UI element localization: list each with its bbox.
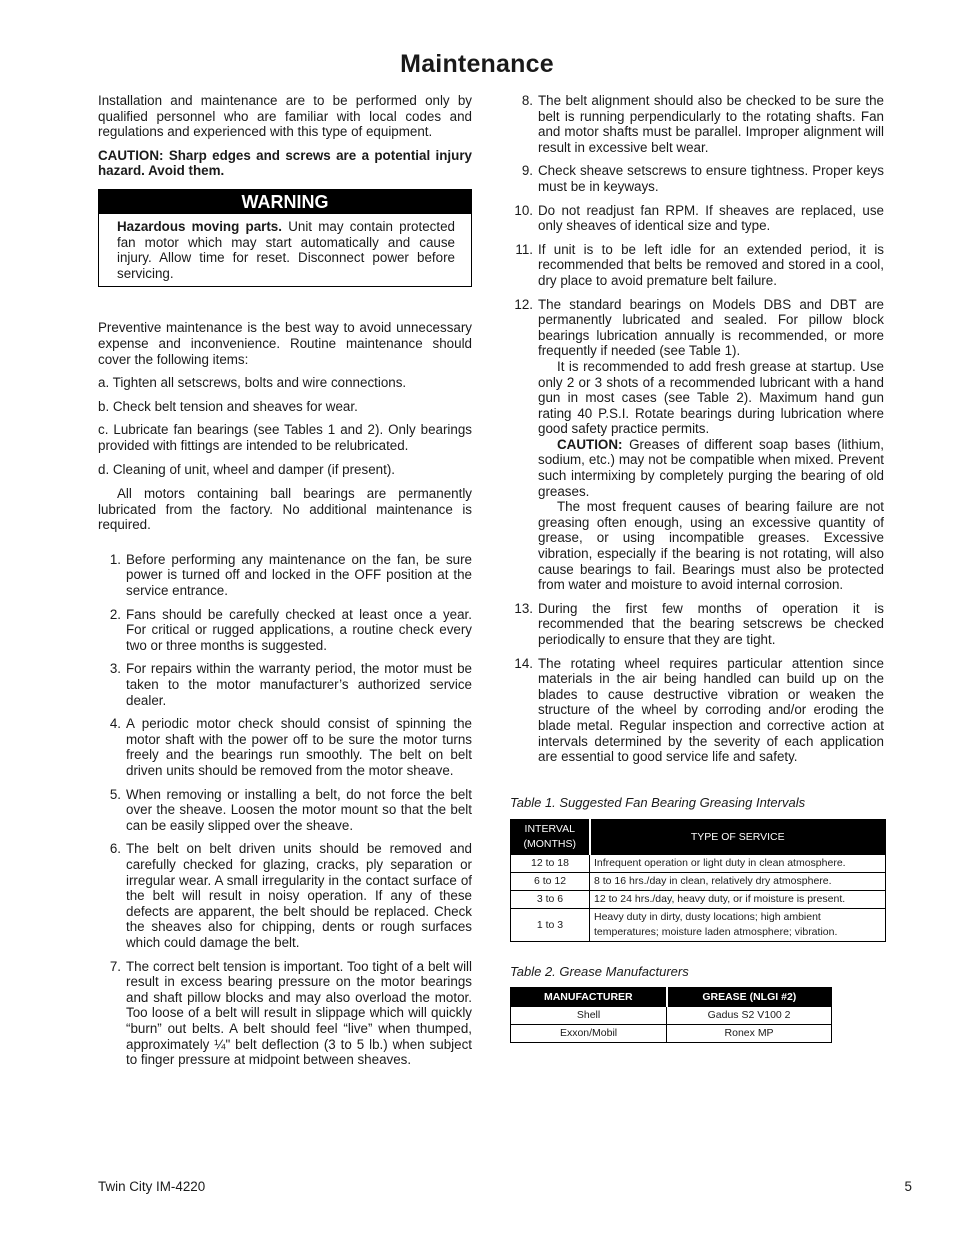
routine-item-a: a. Tighten all setscrews, bolts and wire connections. xyxy=(98,375,407,391)
table-cell: 12 to 24 hrs./day, heavy duty, or if moisture is present. xyxy=(590,891,886,909)
item-text: Fans should be carefully checked at least once a year. For critical or rugged applications, a routine check every two or three months is suggested. xyxy=(126,606,472,653)
routine-item-d: d. Cleaning of unit, wheel and damper (if present). xyxy=(98,461,395,477)
item-text: Do not readjust fan RPM. If sheaves are replaced, use only sheaves of identical size and type. xyxy=(538,202,884,234)
item-number: 10. xyxy=(514,202,533,218)
list-item xyxy=(510,656,884,765)
item-text: Check sheave setscrews to ensure tightness. Proper keys must be in keyways. xyxy=(538,163,884,194)
table-cell: Exxon/Mobil xyxy=(511,1024,667,1042)
motors-paragraph: All motors containing ball bearings are permanently lubricated from the factory. No additional maintenance is required. xyxy=(98,486,472,533)
caution-text: Greases of different soap bases (lithium, sodium, etc.) may not be compatible when mixed. Prevent such intermixing by completely purging the bearing of old greases. xyxy=(538,436,884,499)
item-text: When removing or installing a belt, do not force the belt over the sheave. Loosen the motor mount so that the belt can be easily slipped over the sheave. xyxy=(126,786,472,833)
table-header: MANUFACTURER xyxy=(511,987,667,1006)
item-text: The correct belt tension is important. Too tight of a belt will result in excess bearing pressure on the motor bearings and shaft pillow blocks and may also overload the motor. Too loose of a belt will result in slippage which will quickly “burn” out belts. A belt should feel “live” when thumped, approximately ¼" belt deflection (3 to 5 lb.) when subject to finger pressure at midpoint between sheaves. xyxy=(126,958,472,1068)
item-number: 2. xyxy=(109,606,121,622)
list-item xyxy=(510,163,884,194)
table-row xyxy=(511,891,886,909)
item-number: 8. xyxy=(521,93,533,108)
grease-manufacturers-table xyxy=(510,987,832,1043)
item-number: 1. xyxy=(109,551,121,567)
table-header: INTERVAL (MONTHS) xyxy=(511,820,590,855)
list-item xyxy=(510,297,884,593)
table-cell: Heavy duty in dirty, dusty locations; high ambient temperatures; moisture laden atmosphere; vibration. xyxy=(590,909,886,942)
list-item xyxy=(98,607,472,654)
footer-document-id: Twin City IM-4220 xyxy=(98,1179,206,1194)
caution-lead: CAUTION: xyxy=(557,436,623,452)
item-number: 6. xyxy=(109,841,121,857)
table-header-row xyxy=(511,987,832,1006)
item-12-p4: The most frequent causes of bearing failure are not greasing often enough, using an excessive quantity of grease, or using incompatible greases. Excessive vibration, especially if the bearing is not rotating, will also cause bearings to fail. Bearings must also be protected from water and moisture to avoid internal corrosion. xyxy=(538,499,884,593)
table-row xyxy=(511,909,886,942)
warning-heading: WARNING xyxy=(99,190,471,214)
item-number: 3. xyxy=(109,661,121,677)
table-header: GREASE (NLGI #2) xyxy=(667,987,832,1006)
item-12-p1: The standard bearings on Models DBS and DBT are permanently lubricated and sealed. For pillow block bearings lubrication annually is recommended, or more frequently if needed (see Table 1). xyxy=(538,296,884,359)
maintenance-list-left xyxy=(98,552,472,1068)
list-item xyxy=(510,242,884,289)
list-item xyxy=(98,959,472,1068)
list-item xyxy=(98,716,472,778)
list-item xyxy=(510,601,884,648)
maintenance-list-right xyxy=(510,93,884,765)
item-text: During the first few months of operation it is recommended that the bearing setscrews be checked periodically to ensure that they are tight. xyxy=(538,600,884,647)
list-item xyxy=(98,841,472,950)
warning-box xyxy=(98,189,472,287)
list-item xyxy=(98,661,472,708)
intro-paragraph: Installation and maintenance are to be performed only by qualified personnel who are familiar with local codes and regulations and experienced with this type of equipment. xyxy=(98,93,472,140)
table-cell: 8 to 16 hrs./day in clean, relatively dry atmosphere. xyxy=(590,873,886,891)
table-header: TYPE OF SERVICE xyxy=(590,820,886,855)
item-text: If unit is to be left idle for an extended period, it is recommended that belts be removed and stored in a cool, dry place to avoid premature belt failure. xyxy=(538,241,884,288)
table-header-row xyxy=(511,820,886,855)
routine-item-c: c. Lubricate fan bearings (see Tables 1 and 2). Only bearings provided with fittings are intended to be relubricated. xyxy=(98,422,472,453)
caution-paragraph: CAUTION: Sharp edges and screws are a potential injury hazard. Avoid them. xyxy=(98,147,472,179)
item-number: 13. xyxy=(514,600,533,616)
table-row xyxy=(511,1006,832,1024)
right-column xyxy=(510,93,884,1043)
list-item xyxy=(510,93,884,155)
table-row xyxy=(511,855,886,873)
item-number: 4. xyxy=(109,716,121,732)
item-number: 7. xyxy=(109,958,121,974)
list-item xyxy=(98,552,472,599)
preventive-paragraph: Preventive maintenance is the best way to avoid unnecessary expense and inconvenience. Routine maintenance should cover the following items: xyxy=(98,320,472,367)
table-cell: 6 to 12 xyxy=(511,873,590,891)
item-number: 14. xyxy=(514,655,533,671)
item-12-p2: It is recommended to add fresh grease at startup. Use only 2 or 3 shots of a recommended lubricant with a hand gun in most cases (see Table 2). Maximum hand gun rating 40 P.S.I. Rotate bearings during lubrication where good safety practice permits. xyxy=(538,358,884,437)
table-row xyxy=(511,1024,832,1042)
item-text: The belt alignment should also be checked to be sure the belt is running perpendicularly to the rotating shafts. Fan and motor shafts must be parallel. Improper alignment will result in excessive belt wear. xyxy=(538,93,884,155)
item-number: 12. xyxy=(514,296,533,312)
warning-body xyxy=(99,214,471,286)
item-number: 11. xyxy=(515,241,533,257)
table-cell: Infrequent operation or light duty in clean atmosphere. xyxy=(590,855,886,873)
item-text: A periodic motor check should consist of spinning the motor shaft with the power off to be sure the motor turns freely and the bearings run smoothly. The belt on belt driven units should be removed from the motor sheave. xyxy=(126,716,472,778)
table2-caption: Table 2. Grease Manufacturers xyxy=(510,964,689,980)
table-cell: 3 to 6 xyxy=(511,891,590,909)
left-column xyxy=(98,93,472,1076)
table-cell: Ronex MP xyxy=(667,1024,832,1042)
warning-lead: Hazardous moving parts. xyxy=(117,218,282,234)
table-cell: 1 to 3 xyxy=(511,909,590,942)
item-text: The belt on belt driven units should be removed and carefully checked for glazing, cracks, ply separation or irregular wear. A small irregularity in the contact surface of the belt will result in noisy operation. If any of these defects are apparent, the belt should be replaced. Check the sheaves also for chipping, dents or rough surfaces which could damage the belt. xyxy=(126,841,472,950)
page-title: Maintenance xyxy=(400,50,554,78)
list-item xyxy=(510,203,884,234)
item-number: 5. xyxy=(109,786,121,802)
item-text: For repairs within the warranty period, the motor must be taken to the motor manufacturer’s authorized service dealer. xyxy=(126,661,472,708)
table-cell: 12 to 18 xyxy=(511,855,590,873)
table1-caption: Table 1. Suggested Fan Bearing Greasing Intervals xyxy=(510,794,806,810)
table-cell: Gadus S2 V100 2 xyxy=(667,1006,832,1024)
table-row xyxy=(511,873,886,891)
item-12-p3 xyxy=(538,437,884,499)
routine-item-b: b. Check belt tension and sheaves for wear. xyxy=(98,398,358,414)
item-text: The rotating wheel requires particular attention since materials in the air being handled can build up on the blades to cause destructive vibration or weaken the structure of the wheel by corroding and/or eroding the blade metal. Regular inspection and corrective action at intervals determined by the severity of each application are essential to good service life and safety. xyxy=(538,655,884,765)
page-number: 5 xyxy=(904,1179,912,1194)
greasing-intervals-table xyxy=(510,819,886,942)
item-text: Before performing any maintenance on the fan, be sure power is turned off and locked in the OFF position at the service entrance. xyxy=(126,551,472,599)
table-cell: Shell xyxy=(511,1006,667,1024)
list-item xyxy=(98,787,472,834)
warning-text: Unit may contain protected fan motor which may start automatically and cause injury. Allow time for reset. Disconnect power before servicing. xyxy=(117,218,455,281)
item-number: 9. xyxy=(521,163,533,179)
